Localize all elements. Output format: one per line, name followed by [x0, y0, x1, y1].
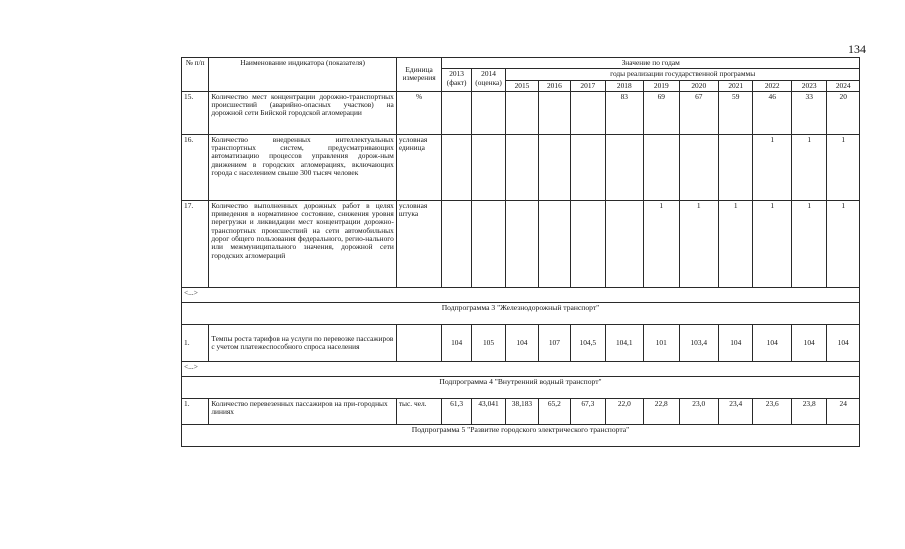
indicators-table [181, 57, 860, 447]
ellipsis-row [182, 361, 860, 376]
value-cell: 43,041 [471, 398, 505, 424]
value-cell [506, 134, 538, 200]
value-cell [644, 134, 679, 200]
row-number: 17. [182, 200, 209, 287]
value-cell [679, 134, 719, 200]
value-cell [538, 200, 570, 287]
header-year: 2019 [644, 80, 679, 91]
unit-cell: условная штука [396, 200, 442, 287]
subprogram-title-row [182, 376, 860, 398]
header-values-by-year: Значение по годам [442, 58, 860, 69]
value-cell: 104 [719, 324, 753, 361]
indicator-name: Количество перевезенных пассажиров на при-городных линиях [209, 398, 396, 424]
table-row [182, 134, 860, 200]
value-cell: 23,0 [679, 398, 719, 424]
ellipsis-text: <...> [182, 287, 860, 302]
value-cell [605, 134, 644, 200]
value-cell: 24 [827, 398, 860, 424]
value-cell [605, 200, 644, 287]
table-row [182, 200, 860, 287]
value-cell: 65,2 [538, 398, 570, 424]
value-cell: 33 [791, 91, 826, 134]
value-cell: 67 [679, 91, 719, 134]
value-cell: 104 [442, 324, 471, 361]
row-number: 15. [182, 91, 209, 134]
value-cell: 1 [679, 200, 719, 287]
value-cell: 1 [791, 134, 826, 200]
value-cell: 104,5 [571, 324, 605, 361]
value-cell: 83 [605, 91, 644, 134]
table-row [182, 398, 860, 424]
value-cell: 59 [719, 91, 753, 134]
value-cell [571, 134, 605, 200]
table-row [182, 91, 860, 134]
indicator-name: Количество внедренных интеллектуальных транспортных систем, предусматривающих автоматизацию процессов управления дорож-ным движением в городских агломерациях, включающих города с населением свыше 300 тысяч человек [209, 134, 396, 200]
value-cell: 22,0 [605, 398, 644, 424]
value-cell: 1 [753, 134, 792, 200]
value-cell: 101 [644, 324, 679, 361]
header-year: 2024 [827, 80, 860, 91]
value-cell: 20 [827, 91, 860, 134]
table-row [182, 324, 860, 361]
subprogram-3-title: Подпрограмма 3 "Железнодорожный транспорт" [182, 302, 860, 324]
header-year: 2016 [538, 80, 570, 91]
ellipsis-text: <...> [182, 361, 860, 376]
header-row-1 [182, 58, 860, 69]
header-name: Наименование индикатора (показателя) [209, 58, 396, 92]
header-program-years: годы реализации государственной программы [506, 69, 860, 80]
header-num: № п/п [182, 58, 209, 92]
value-cell [719, 134, 753, 200]
header-year-2013: 2013 (факт) [442, 69, 471, 92]
value-cell [471, 134, 505, 200]
indicator-name: Количество мест концентрации дорожно-транспортных происшествий (аварийно-опасных участков) на дорожной сети Бийской городской агломерации [209, 91, 396, 134]
ellipsis-row [182, 287, 860, 302]
unit-cell [396, 324, 442, 361]
value-cell: 104 [827, 324, 860, 361]
value-cell: 1 [753, 200, 792, 287]
value-cell: 69 [644, 91, 679, 134]
header-year: 2022 [753, 80, 792, 91]
value-cell: 38,183 [506, 398, 538, 424]
value-cell: 23,8 [791, 398, 826, 424]
value-cell: 1 [719, 200, 753, 287]
value-cell: 23,6 [753, 398, 792, 424]
header-year: 2015 [506, 80, 538, 91]
value-cell: 23,4 [719, 398, 753, 424]
header-year: 2023 [791, 80, 826, 91]
header-year-2014: 2014 (оценка) [471, 69, 505, 92]
value-cell [538, 91, 570, 134]
value-cell [506, 91, 538, 134]
value-cell: 105 [471, 324, 505, 361]
value-cell: 1 [791, 200, 826, 287]
value-cell: 103,4 [679, 324, 719, 361]
value-cell [442, 200, 471, 287]
subprogram-title-row [182, 302, 860, 324]
value-cell: 46 [753, 91, 792, 134]
value-cell: 104 [753, 324, 792, 361]
subprogram-4-title: Подпрограмма 4 "Внутренний водный транспорт" [182, 376, 860, 398]
row-number: 1. [182, 324, 209, 361]
indicator-name: Количество выполненных дорожных работ в целях приведения в нормативное состояние, снижения уровня перегрузки и ликвидации мест концентрации дорожно-транспортных происшествий на сети автомобильных дорог общего пользования федерального, регио-нального или межмуниципального значения, дорожной сети городских агломераций [209, 200, 396, 287]
header-year: 2018 [605, 80, 644, 91]
value-cell: 104 [791, 324, 826, 361]
header-year: 2020 [679, 80, 719, 91]
value-cell [571, 200, 605, 287]
header-unit: Единица измерения [396, 58, 442, 92]
value-cell: 1 [827, 200, 860, 287]
subprogram-5-title: Подпрограмма 5 "Развитие городского электрического транспорта" [182, 424, 860, 446]
value-cell: 104,1 [605, 324, 644, 361]
subprogram-title-row [182, 424, 860, 446]
value-cell: 61,3 [442, 398, 471, 424]
value-cell [471, 91, 505, 134]
value-cell: 67,3 [571, 398, 605, 424]
value-cell: 1 [827, 134, 860, 200]
value-cell [471, 200, 505, 287]
value-cell [538, 134, 570, 200]
value-cell [506, 200, 538, 287]
header-year: 2021 [719, 80, 753, 91]
unit-cell: условная единица [396, 134, 442, 200]
value-cell: 22,8 [644, 398, 679, 424]
value-cell [442, 91, 471, 134]
value-cell: 1 [644, 200, 679, 287]
unit-cell: тыс. чел. [396, 398, 442, 424]
value-cell: 104 [506, 324, 538, 361]
unit-cell: % [396, 91, 442, 134]
value-cell [442, 134, 471, 200]
page-number: 134 [848, 42, 866, 56]
indicator-name: Темпы роста тарифов на услуги по перевозке пассажиров с учетом платежеспособного спроса населения [209, 324, 396, 361]
value-cell [571, 91, 605, 134]
header-year: 2017 [571, 80, 605, 91]
value-cell: 107 [538, 324, 570, 361]
row-number: 1. [182, 398, 209, 424]
row-number: 16. [182, 134, 209, 200]
